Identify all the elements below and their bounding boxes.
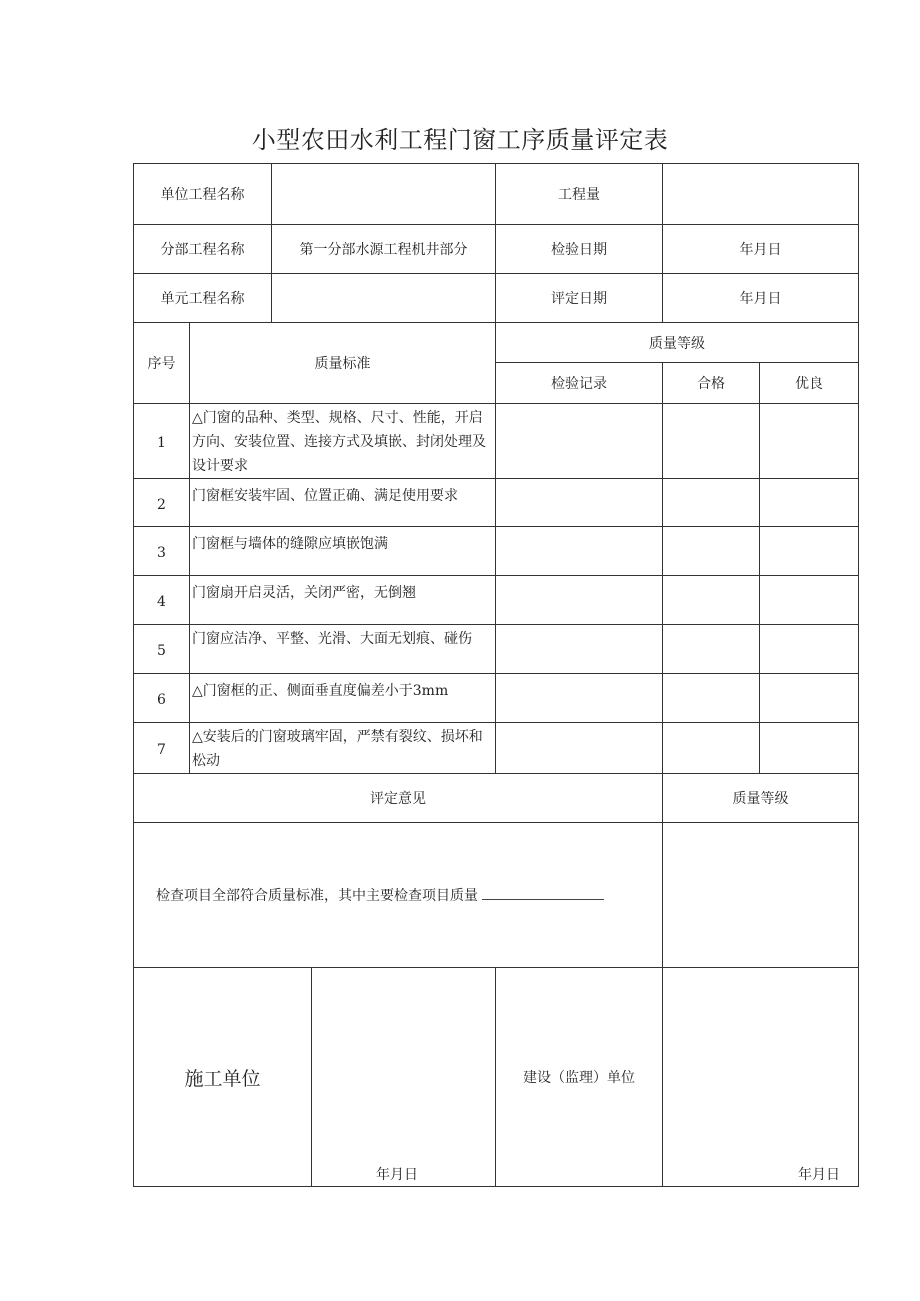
opinion-text: 检查项目全部符合质量标准，其中主要检查项目质量 xyxy=(156,888,478,904)
sub-project-value[interactable]: 第一分部水源工程机井部分 xyxy=(272,225,496,274)
unit-project-value[interactable] xyxy=(272,164,496,225)
record-cell[interactable] xyxy=(496,527,663,576)
inspection-date-label: 检验日期 xyxy=(496,225,663,274)
pass-cell[interactable] xyxy=(663,479,760,527)
evaluation-date-value[interactable]: 年月日 xyxy=(663,274,859,323)
pass-cell[interactable] xyxy=(663,723,760,774)
record-cell[interactable] xyxy=(496,625,663,674)
page-title: 小型农田水利工程门窗工序质量评定表 xyxy=(251,126,669,154)
item-number: 3 xyxy=(134,527,190,576)
pass-cell[interactable] xyxy=(663,576,760,625)
record-cell[interactable] xyxy=(496,404,663,479)
evaluation-date-label: 评定日期 xyxy=(496,274,663,323)
evaluation-form xyxy=(133,163,859,1187)
table-row xyxy=(134,404,859,479)
pass-cell[interactable] xyxy=(663,404,760,479)
supervision-unit-label: 建设（监理）单位 xyxy=(496,968,663,1187)
supervision-date: 年月日 xyxy=(798,1167,840,1183)
item-standard: △门窗框的正、侧面垂直度偏差小于3mm xyxy=(190,674,496,723)
seq-header: 序号 xyxy=(134,323,190,404)
record-cell[interactable] xyxy=(496,576,663,625)
excellent-header: 优良 xyxy=(760,363,859,404)
item-standard: 门窗框安装牢固、位置正确、满足使用要求 xyxy=(190,479,496,527)
table-row xyxy=(134,674,859,723)
quantity-label: 工程量 xyxy=(496,164,663,225)
inspection-date-value[interactable]: 年月日 xyxy=(663,225,859,274)
sub-project-label: 分部工程名称 xyxy=(134,225,272,274)
item-number: 7 xyxy=(134,723,190,774)
record-cell[interactable] xyxy=(496,674,663,723)
unit-project-label: 单位工程名称 xyxy=(134,164,272,225)
item-standard: 门窗扇开启灵活，关闭严密，无倒翘 xyxy=(190,576,496,625)
excellent-cell[interactable] xyxy=(760,527,859,576)
excellent-cell[interactable] xyxy=(760,576,859,625)
element-project-label: 单元工程名称 xyxy=(134,274,272,323)
construction-unit-label: 施工单位 xyxy=(134,968,312,1187)
quantity-value[interactable] xyxy=(663,164,859,225)
item-number: 6 xyxy=(134,674,190,723)
excellent-cell[interactable] xyxy=(760,723,859,774)
table-row xyxy=(134,625,859,674)
item-standard: 门窗应洁净、平整、光滑、大面无划痕、碰伤 xyxy=(190,625,496,674)
pass-cell[interactable] xyxy=(663,674,760,723)
element-project-value[interactable] xyxy=(272,274,496,323)
opinion-cell xyxy=(134,823,663,968)
item-number: 1 xyxy=(134,404,190,479)
item-standard: 门窗框与墙体的缝隙应填嵌饱满 xyxy=(190,527,496,576)
excellent-cell[interactable] xyxy=(760,625,859,674)
opinion-label: 评定意见 xyxy=(134,774,663,823)
item-number: 4 xyxy=(134,576,190,625)
excellent-cell[interactable] xyxy=(760,674,859,723)
item-number: 5 xyxy=(134,625,190,674)
table-row xyxy=(134,576,859,625)
item-number: 2 xyxy=(134,479,190,527)
supervision-signature-cell[interactable] xyxy=(663,968,859,1187)
record-header: 检验记录 xyxy=(496,363,663,404)
table-row xyxy=(134,527,859,576)
item-standard: △门窗的品种、类型、规格、尺寸、性能，开启方向、安装位置、连接方式及填嵌、封闭处理及设计要求 xyxy=(190,404,496,479)
grade-result-cell[interactable] xyxy=(663,823,859,968)
construction-signature-cell[interactable] xyxy=(312,968,496,1187)
pass-cell[interactable] xyxy=(663,527,760,576)
excellent-cell[interactable] xyxy=(760,479,859,527)
construction-date: 年月日 xyxy=(376,1167,418,1183)
grade-header: 质量等级 xyxy=(496,323,859,363)
pass-cell[interactable] xyxy=(663,625,760,674)
grade-blank[interactable] xyxy=(482,887,604,900)
pass-header: 合格 xyxy=(663,363,760,404)
table-row xyxy=(134,723,859,774)
excellent-cell[interactable] xyxy=(760,404,859,479)
item-standard: △安装后的门窗玻璃牢固，严禁有裂纹、损坏和松动 xyxy=(190,723,496,774)
record-cell[interactable] xyxy=(496,479,663,527)
grade-label: 质量等级 xyxy=(663,774,859,823)
record-cell[interactable] xyxy=(496,723,663,774)
standard-header: 质量标准 xyxy=(190,323,496,404)
table-row xyxy=(134,479,859,527)
